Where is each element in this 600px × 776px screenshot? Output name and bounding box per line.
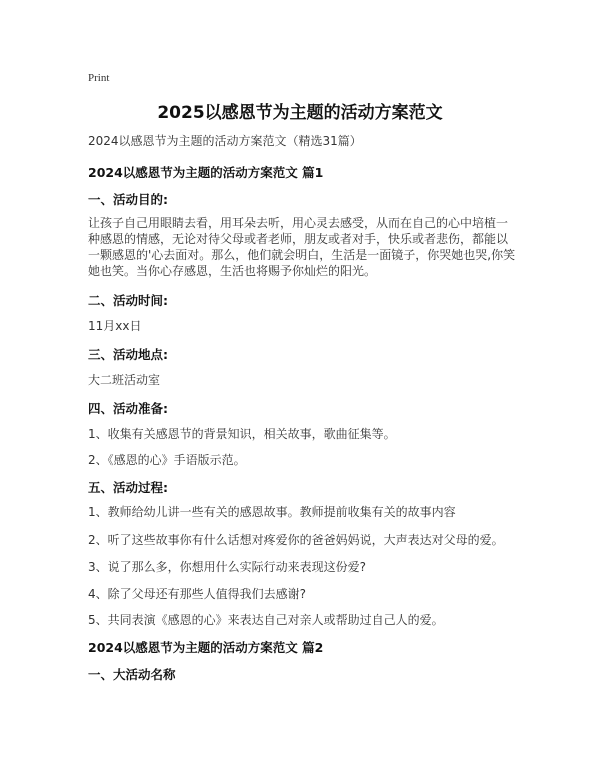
page-title: 2025以感恩节为主题的活动方案范文 [157, 103, 443, 123]
section-location-heading: 三、活动地点: [88, 347, 168, 362]
list-item: 1、收集有关感恩节的背景知识，相关故事，歌曲征集等。 [88, 427, 396, 441]
list-item: 2、听了这些故事你有什么话想对疼爱你的爸爸妈妈说，大声表达对父母的爱。 [88, 533, 504, 547]
section-purpose-heading: 一、活动目的: [88, 192, 168, 207]
document-subtitle: 2024以感恩节为主题的活动方案范文（精选31篇） [88, 134, 362, 148]
section-preparation-heading: 四、活动准备: [88, 401, 168, 416]
section-purpose-text: 让孩子自己用眼睛去看，用耳朵去听，用心灵去感受，从而在自己的心中培植一种感恩的情感，无论对待父母或者老师，朋友或者对手，快乐或者悲伤，都能以一颗感恩的'心去面对。那么，他们就会明白，生活是一面镜子，你哭她也哭,你笑她也笑。当你心存感恩，生活也将赐予你灿烂的阳光。 [88, 216, 516, 278]
section-time-heading: 二、活动时间: [88, 293, 168, 308]
list-item: 5、共同表演《感恩的心》来表达自己对亲人或帮助过自己人的爱。 [88, 613, 444, 627]
article-1-heading: 2024以感恩节为主题的活动方案范文 篇1 [88, 165, 324, 180]
print-label[interactable]: Print [88, 72, 110, 84]
article-2-heading: 2024以感恩节为主题的活动方案范文 篇2 [88, 640, 324, 655]
list-item: 2、《感恩的心》手语版示范。 [88, 453, 246, 467]
section-activity-name-heading: 一、大活动名称 [88, 667, 176, 682]
list-item: 3、说了那么多，你想用什么实际行动来表现这份爱? [88, 560, 367, 574]
section-location-text: 大二班活动室 [88, 373, 161, 387]
section-process-heading: 五、活动过程: [88, 480, 168, 495]
section-time-text: 11月xx日 [88, 319, 142, 333]
list-item: 1、教师给幼儿讲一些有关的感恩故事。教师提前收集有关的故事内容 [88, 505, 456, 519]
list-item: 4、除了父母还有那些人值得我们去感谢? [88, 587, 307, 601]
